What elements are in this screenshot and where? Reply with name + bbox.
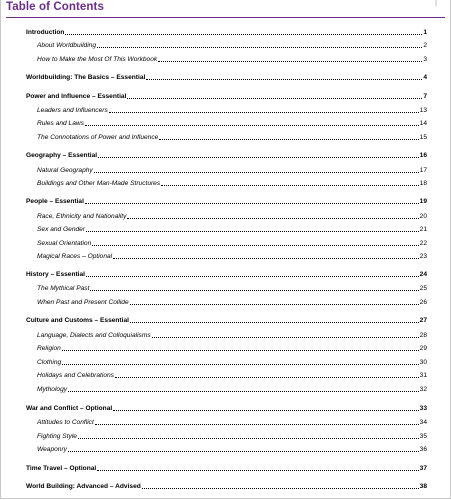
toc-entry-label: Mythology <box>37 386 68 393</box>
dot-leader <box>92 244 418 246</box>
toc-entry-label: World Building: Advanced – Advised <box>26 483 141 490</box>
toc-entry-label: Sex and Gender <box>37 226 86 233</box>
page-title: Table of Contents <box>6 1 104 13</box>
toc-page-number: 29 <box>419 345 427 352</box>
dot-leader <box>97 46 422 48</box>
toc-page-number: 7 <box>423 93 427 100</box>
toc-entry-label: Buildings and Other Man-Made Structures <box>37 180 161 187</box>
toc-page-number: 13 <box>419 107 427 114</box>
toc-page-number: 4 <box>423 74 427 81</box>
toc-section-entry[interactable] <box>26 402 427 413</box>
toc-entry-label: History – Essential <box>26 271 86 278</box>
toc-entry-label: Language, Dialects and Colloquialisms <box>37 332 151 339</box>
toc-entry-label: About Worldbuilding <box>37 42 97 49</box>
toc-page-number: 34 <box>419 419 427 426</box>
toc-subsection-entry[interactable] <box>26 329 427 340</box>
dot-leader <box>95 423 419 425</box>
toc-entry-label: People – Essential <box>26 198 84 205</box>
toc-section-entry[interactable] <box>26 149 427 160</box>
dot-leader <box>152 336 419 338</box>
toc-entry-label: The Connotations of Power and Influence <box>37 134 159 141</box>
toc-subsection-entry[interactable] <box>26 131 427 142</box>
toc-section-entry[interactable] <box>26 314 427 325</box>
toc-entry-label: Introduction <box>26 29 65 36</box>
toc-subsection-entry[interactable] <box>26 296 427 307</box>
toc-entry-label: Sexual Orientation <box>37 240 92 247</box>
toc-entry-label: Geography – Essential <box>26 152 98 159</box>
toc-page-number: 20 <box>419 213 427 220</box>
dot-leader <box>113 409 418 411</box>
dot-leader <box>85 202 419 204</box>
toc-page-number: 27 <box>419 317 427 324</box>
toc-page-number: 2 <box>423 42 427 49</box>
toc-section-entry[interactable] <box>26 90 427 101</box>
toc-subsection-entry[interactable] <box>26 39 427 50</box>
toc-page-number: 30 <box>419 359 427 366</box>
toc-entry-label: When Past and Present Collide <box>37 299 129 306</box>
toc-page-number: 31 <box>419 372 427 379</box>
toc-entry-label: Fighting Style <box>37 433 77 440</box>
toc-section-entry[interactable] <box>26 195 427 206</box>
toc-subsection-entry[interactable] <box>26 104 427 115</box>
dot-leader <box>142 487 419 489</box>
toc-page-number: 25 <box>419 285 427 292</box>
toc-page-number: 3 <box>423 56 427 63</box>
toc-entry-label: Culture and Customs – Essential <box>26 317 129 324</box>
toc-section-entry[interactable] <box>26 480 427 491</box>
toc-subsection-entry[interactable] <box>26 250 427 261</box>
toc-page-number: 18 <box>419 180 427 187</box>
toc-entry-label: Worldbuilding: The Basics – Essential <box>26 74 146 81</box>
toc-entry-label: Time Travel – Optional <box>26 465 97 472</box>
toc-page-number: 14 <box>419 120 427 127</box>
dot-leader <box>86 230 419 232</box>
toc-entry-label: Clothing <box>37 359 62 366</box>
dot-leader <box>62 363 418 365</box>
dot-leader <box>65 33 422 35</box>
toc-entry-label: Attitudes to Conflict <box>37 419 94 426</box>
toc-page-number: 32 <box>419 386 427 393</box>
toc-page-number: 21 <box>419 226 427 233</box>
dot-leader <box>130 303 419 305</box>
toc-page-number: 38 <box>419 483 427 490</box>
corner-marker: | <box>435 0 437 7</box>
toc-entry-label: Race, Ethnicity and Nationality <box>37 213 127 220</box>
toc-page-number: 36 <box>419 446 427 453</box>
dot-leader <box>146 78 422 80</box>
toc-page-number: 17 <box>419 167 427 174</box>
toc-subsection-entry[interactable] <box>26 443 427 454</box>
toc-subsection-entry[interactable] <box>26 164 427 175</box>
toc-subsection-entry[interactable] <box>26 117 427 128</box>
toc-entry-label: Holidays and Celebrations <box>37 372 114 379</box>
dot-leader <box>68 390 419 392</box>
toc-subsection-entry[interactable] <box>26 223 427 234</box>
dot-leader <box>90 289 418 291</box>
toc-subsection-entry[interactable] <box>26 53 427 64</box>
toc-entry-label: Religion <box>37 345 61 352</box>
toc-subsection-entry[interactable] <box>26 416 427 427</box>
toc-subsection-entry[interactable] <box>26 369 427 380</box>
toc-subsection-entry[interactable] <box>26 210 427 221</box>
toc-section-entry[interactable] <box>26 268 427 279</box>
dot-leader <box>130 321 419 323</box>
dot-leader <box>86 275 419 277</box>
toc-section-entry[interactable] <box>26 462 427 473</box>
toc-subsection-entry[interactable] <box>26 342 427 353</box>
dot-leader <box>115 376 419 378</box>
toc-page-number: 22 <box>419 240 427 247</box>
toc-subsection-entry[interactable] <box>26 383 427 394</box>
dot-leader <box>113 257 419 259</box>
toc-section-entry[interactable] <box>26 26 427 37</box>
dot-leader <box>98 156 419 158</box>
toc-subsection-entry[interactable] <box>26 430 427 441</box>
toc-page-number: 16 <box>419 152 427 159</box>
toc-entry-label: Natural Geography <box>37 167 93 174</box>
dot-leader <box>159 138 418 140</box>
toc-section-entry[interactable] <box>26 71 427 82</box>
dot-leader <box>62 349 419 351</box>
dot-leader <box>68 450 419 452</box>
toc-subsection-entry[interactable] <box>26 356 427 367</box>
dot-leader <box>85 124 419 126</box>
toc-entry-label: The Mythical Past <box>37 285 90 292</box>
dot-leader <box>109 111 419 113</box>
toc-entry-label: How to Make the Most Of This Workbook <box>37 56 158 63</box>
toc-entry-label: Magical Races – Optional <box>37 253 113 260</box>
dot-leader <box>94 171 419 173</box>
toc-page-number: 28 <box>419 332 427 339</box>
toc-page-number: 15 <box>419 134 427 141</box>
toc-entry-label: War and Conflict – Optional <box>26 405 113 412</box>
toc-page-number: 23 <box>419 253 427 260</box>
dot-leader <box>127 97 422 99</box>
toc-subsection-entry[interactable] <box>26 177 427 188</box>
dot-leader <box>161 184 419 186</box>
dot-leader <box>158 60 422 62</box>
toc-page-number: 19 <box>419 198 427 205</box>
toc-entry-label: Leaders and Influencers <box>37 107 108 114</box>
toc-page-number: 26 <box>419 299 427 306</box>
toc-entry-label: Weaponry <box>37 446 67 453</box>
dot-leader <box>97 469 418 471</box>
toc-page-number: 37 <box>419 465 427 472</box>
dot-leader <box>78 437 419 439</box>
dot-leader <box>127 217 418 219</box>
toc-entry-label: Power and Influence – Essential <box>26 93 127 100</box>
toc-page-number: 33 <box>419 405 427 412</box>
toc-page-number: 24 <box>419 271 427 278</box>
toc-page-number: 1 <box>423 29 427 36</box>
toc-entry-label: Rules and Laws <box>37 120 84 127</box>
toc-subsection-entry[interactable] <box>26 282 427 293</box>
toc-subsection-entry[interactable] <box>26 237 427 248</box>
toc-page-number: 35 <box>419 433 427 440</box>
